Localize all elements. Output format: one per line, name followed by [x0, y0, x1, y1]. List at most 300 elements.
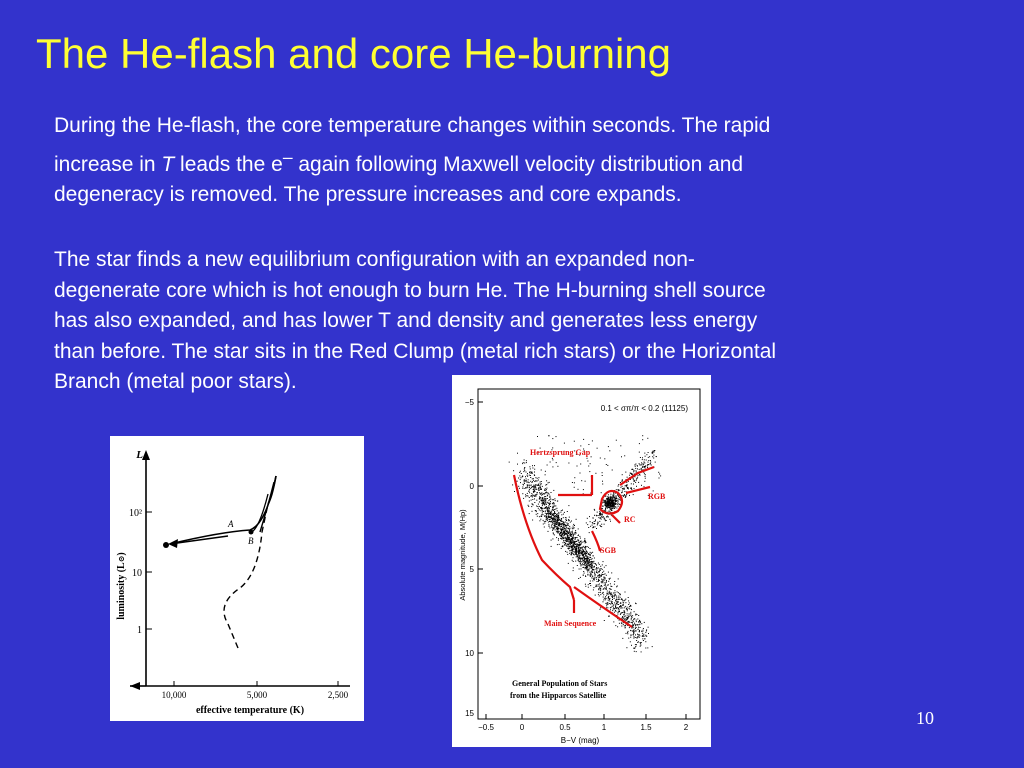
- star-point: [607, 607, 608, 608]
- star-point: [602, 572, 603, 573]
- star-point: [644, 622, 645, 623]
- star-point: [537, 492, 538, 493]
- star-point: [530, 468, 531, 469]
- star-point: [532, 511, 533, 512]
- star-point: [605, 500, 606, 501]
- rgb-marker: [620, 467, 654, 493]
- star-point: [546, 508, 547, 509]
- star-point: [618, 596, 619, 597]
- star-point: [598, 594, 599, 595]
- star-point: [518, 486, 519, 487]
- star-point: [595, 563, 596, 564]
- star-point: [565, 537, 566, 538]
- star-point: [607, 465, 608, 466]
- sgb-label: SGB: [600, 546, 617, 555]
- star-point: [612, 599, 613, 600]
- star-point: [589, 561, 590, 562]
- star-point: [612, 597, 613, 598]
- star-point: [568, 548, 569, 549]
- star-point: [517, 464, 518, 465]
- star-point: [584, 547, 585, 548]
- star-point: [621, 607, 622, 608]
- star-point: [586, 566, 587, 567]
- star-point: [532, 520, 533, 521]
- star-point: [637, 468, 638, 469]
- star-point: [567, 528, 568, 529]
- paragraph-line: leads the e: [174, 152, 283, 176]
- star-point: [527, 493, 528, 494]
- star-point: [538, 504, 539, 505]
- star-point: [650, 462, 651, 463]
- star-point: [645, 632, 646, 633]
- star-point: [644, 638, 645, 639]
- star-point: [626, 633, 627, 634]
- star-point: [610, 506, 611, 507]
- star-point: [616, 508, 617, 509]
- star-point: [612, 601, 613, 602]
- star-point: [553, 510, 554, 511]
- star-point: [529, 475, 530, 476]
- star-point: [573, 545, 574, 546]
- star-point: [627, 617, 628, 618]
- star-point: [640, 469, 641, 470]
- star-point: [604, 458, 605, 459]
- star-point: [603, 561, 604, 562]
- star-point: [576, 546, 577, 547]
- star-point: [530, 481, 531, 482]
- star-point: [545, 501, 546, 502]
- star-point: [579, 547, 580, 548]
- star-point: [512, 484, 513, 485]
- star-point: [534, 475, 535, 476]
- star-point: [527, 475, 528, 476]
- star-point: [608, 596, 609, 597]
- star-point: [578, 559, 579, 560]
- star-point: [582, 548, 583, 549]
- star-point: [548, 517, 549, 518]
- star-point: [547, 513, 548, 514]
- star-point: [587, 561, 588, 562]
- star-point: [598, 517, 599, 518]
- star-point: [615, 507, 616, 508]
- star-point: [564, 542, 565, 543]
- star-point: [575, 537, 576, 538]
- star-point: [565, 528, 566, 529]
- star-point: [592, 440, 593, 441]
- star-point: [526, 462, 527, 463]
- star-point: [639, 443, 640, 444]
- star-point: [552, 438, 553, 439]
- star-point: [593, 518, 594, 519]
- star-point: [621, 606, 622, 607]
- star-point: [613, 621, 614, 622]
- x-tick-label: −0.5: [478, 723, 494, 732]
- star-point: [556, 462, 557, 463]
- star-point: [588, 556, 589, 557]
- star-point: [588, 565, 589, 566]
- star-point: [640, 627, 641, 628]
- star-point: [558, 525, 559, 526]
- star-point: [549, 499, 550, 500]
- star-point: [567, 534, 568, 535]
- star-point: [614, 508, 615, 509]
- star-point: [544, 493, 545, 494]
- star-point: [520, 479, 521, 480]
- star-point: [609, 593, 610, 594]
- star-point: [567, 524, 568, 525]
- star-point: [550, 516, 551, 517]
- star-point: [635, 468, 636, 469]
- star-point: [595, 595, 596, 596]
- star-point: [547, 509, 548, 510]
- star-point: [624, 616, 625, 617]
- star-point: [571, 521, 572, 522]
- star-point: [558, 527, 559, 528]
- star-point: [655, 462, 656, 463]
- star-point: [579, 551, 580, 552]
- star-point: [605, 503, 606, 504]
- star-point: [576, 541, 577, 542]
- star-point: [623, 496, 624, 497]
- star-point: [553, 499, 554, 500]
- star-point: [580, 552, 581, 553]
- star-point: [597, 522, 598, 523]
- star-point: [593, 587, 594, 588]
- star-point: [591, 563, 592, 564]
- star-point: [658, 472, 659, 473]
- star-point: [542, 497, 543, 498]
- star-point: [565, 534, 566, 535]
- star-point: [632, 615, 633, 616]
- star-point: [600, 458, 601, 459]
- star-point: [611, 507, 612, 508]
- star-point: [590, 552, 591, 553]
- star-point: [610, 498, 611, 499]
- star-point: [582, 555, 583, 556]
- star-point: [560, 526, 561, 527]
- star-point: [633, 648, 634, 649]
- star-point: [552, 466, 553, 467]
- star-point: [562, 527, 563, 528]
- star-point: [639, 630, 640, 631]
- star-point: [600, 515, 601, 516]
- star-point: [585, 568, 586, 569]
- star-point: [571, 553, 572, 554]
- star-point: [622, 495, 623, 496]
- star-point: [549, 507, 550, 508]
- star-point: [601, 492, 602, 493]
- star-point: [611, 593, 612, 594]
- star-point: [569, 517, 570, 518]
- star-point: [530, 475, 531, 476]
- star-point: [540, 484, 541, 485]
- star-point: [533, 487, 534, 488]
- star-point: [560, 533, 561, 534]
- star-point: [631, 618, 632, 619]
- star-point: [610, 593, 611, 594]
- star-point: [582, 549, 583, 550]
- star-point: [653, 451, 654, 452]
- star-point: [606, 587, 607, 588]
- star-point: [616, 489, 617, 490]
- star-point: [574, 441, 575, 442]
- star-point: [618, 489, 619, 490]
- star-point: [643, 628, 644, 629]
- star-point: [522, 463, 523, 464]
- star-point: [635, 644, 636, 645]
- star-point: [588, 527, 589, 528]
- star-point: [600, 609, 601, 610]
- star-point: [628, 600, 629, 601]
- star-point: [646, 629, 647, 630]
- star-point: [609, 499, 610, 500]
- star-point: [650, 460, 651, 461]
- star-point: [547, 495, 548, 496]
- star-point: [565, 529, 566, 530]
- paragraph-line: During the He-flash, the core temperature changes within seconds. The rapid: [54, 114, 771, 137]
- star-point: [607, 591, 608, 592]
- star-point: [563, 529, 564, 530]
- star-point: [560, 532, 561, 533]
- star-point: [611, 510, 612, 511]
- star-point: [618, 578, 619, 579]
- star-point: [600, 586, 601, 587]
- star-point: [587, 461, 588, 462]
- star-point: [541, 481, 542, 482]
- star-point: [600, 594, 601, 595]
- star-point: [645, 635, 646, 636]
- star-point: [611, 586, 612, 587]
- star-point: [608, 598, 609, 599]
- star-point: [584, 551, 585, 552]
- star-point: [535, 496, 536, 497]
- star-point: [536, 481, 537, 482]
- star-point: [644, 467, 645, 468]
- star-point: [609, 588, 610, 589]
- star-point: [546, 492, 547, 493]
- star-point: [563, 527, 564, 528]
- star-point: [550, 498, 551, 499]
- star-point: [569, 531, 570, 532]
- rgb-label: RGB: [648, 492, 666, 501]
- star-point: [529, 482, 530, 483]
- star-point: [583, 571, 584, 572]
- star-point: [527, 473, 528, 474]
- star-point: [553, 527, 554, 528]
- star-point: [596, 528, 597, 529]
- star-point: [567, 554, 568, 555]
- star-point: [556, 514, 557, 515]
- star-point: [633, 470, 634, 471]
- star-point: [541, 503, 542, 504]
- star-point: [619, 609, 620, 610]
- star-point: [642, 464, 643, 465]
- star-point: [625, 472, 626, 473]
- star-point: [563, 525, 564, 526]
- star-point: [591, 574, 592, 575]
- star-point: [552, 458, 553, 459]
- star-point: [586, 550, 587, 551]
- star-point: [534, 472, 535, 473]
- star-point: [644, 486, 645, 487]
- star-point: [639, 469, 640, 470]
- star-point: [601, 579, 602, 580]
- paragraph-line: than before. The star sits in the Red Clump (metal rich stars) or the Horizontal: [54, 339, 777, 363]
- star-point: [557, 528, 558, 529]
- star-point: [613, 609, 614, 610]
- star-point: [606, 605, 607, 606]
- star-point: [540, 497, 541, 498]
- star-point: [553, 490, 554, 491]
- star-point: [525, 476, 526, 477]
- star-point: [589, 568, 590, 569]
- rc-label: RC: [624, 515, 636, 524]
- star-point: [604, 501, 605, 502]
- star-point: [524, 479, 525, 480]
- star-point: [613, 604, 614, 605]
- star-point: [585, 558, 586, 559]
- star-point: [645, 474, 646, 475]
- star-point: [557, 519, 558, 520]
- star-point: [600, 607, 601, 608]
- star-point: [610, 589, 611, 590]
- star-point: [553, 506, 554, 507]
- y-ticks: [478, 402, 483, 653]
- star-point: [544, 496, 545, 497]
- star-point: [571, 536, 572, 537]
- star-point: [608, 446, 609, 447]
- star-point: [601, 524, 602, 525]
- star-point: [578, 555, 579, 556]
- star-point: [611, 508, 612, 509]
- star-point: [526, 480, 527, 481]
- star-point: [575, 550, 576, 551]
- star-point: [613, 593, 614, 594]
- star-point: [635, 646, 636, 647]
- star-point: [628, 597, 629, 598]
- star-point: [569, 543, 570, 544]
- star-point: [583, 551, 584, 552]
- star-point: [600, 518, 601, 519]
- star-point: [572, 537, 573, 538]
- star-point: [623, 602, 624, 603]
- star-point: [546, 480, 547, 481]
- star-point: [540, 510, 541, 511]
- star-point: [588, 444, 589, 445]
- star-point: [538, 483, 539, 484]
- star-point: [635, 625, 636, 626]
- star-point: [627, 632, 628, 633]
- star-point: [606, 580, 607, 581]
- star-point: [629, 621, 630, 622]
- star-point: [639, 474, 640, 475]
- star-point: [582, 542, 583, 543]
- star-point: [578, 550, 579, 551]
- star-point: [582, 552, 583, 553]
- star-point: [532, 473, 533, 474]
- star-point: [539, 486, 540, 487]
- star-point: [647, 647, 648, 648]
- star-point: [558, 532, 559, 533]
- star-point: [578, 558, 579, 559]
- star-point: [542, 504, 543, 505]
- star-point: [638, 475, 639, 476]
- star-point: [599, 574, 600, 575]
- star-point: [633, 638, 634, 639]
- star-point: [548, 524, 549, 525]
- star-point: [563, 542, 564, 543]
- star-point: [660, 475, 661, 476]
- track-label-b: B: [248, 536, 254, 546]
- star-point: [577, 466, 578, 467]
- star-point: [648, 627, 649, 628]
- star-point: [618, 490, 619, 491]
- star-point: [614, 505, 615, 506]
- star-point: [631, 487, 632, 488]
- star-point: [645, 648, 646, 649]
- star-point: [523, 462, 524, 463]
- star-point: [608, 494, 609, 495]
- star-point: [604, 518, 605, 519]
- star-point: [548, 531, 549, 532]
- star-point: [600, 590, 601, 591]
- star-point: [600, 592, 601, 593]
- star-point: [528, 496, 529, 497]
- y-tick-label: 10: [132, 568, 142, 579]
- star-point: [556, 517, 557, 518]
- star-point: [550, 519, 551, 520]
- star-point: [548, 507, 549, 508]
- star-point: [563, 514, 564, 515]
- star-point: [640, 643, 641, 644]
- star-point: [544, 500, 545, 501]
- star-point: [641, 642, 642, 643]
- star-point: [594, 579, 595, 580]
- star-point: [615, 605, 616, 606]
- paragraph-line: degeneracy is removed. The pressure increases and core expands.: [54, 183, 682, 206]
- star-point: [527, 482, 528, 483]
- paragraph-line: degenerate core which is hot enough to burn He. The H-burning shell source: [54, 278, 766, 302]
- star-point: [529, 492, 530, 493]
- star-point: [589, 557, 590, 558]
- star-point: [585, 586, 586, 587]
- star-point: [529, 485, 530, 486]
- star-point: [601, 586, 602, 587]
- star-point: [598, 581, 599, 582]
- star-point: [603, 579, 604, 580]
- y-tick-label: 1: [137, 625, 142, 636]
- star-point: [602, 514, 603, 515]
- star-point: [573, 554, 574, 555]
- star-point: [580, 541, 581, 542]
- star-point: [613, 495, 614, 496]
- star-point: [549, 519, 550, 520]
- star-point: [606, 517, 607, 518]
- star-point: [584, 540, 585, 541]
- star-point: [598, 589, 599, 590]
- star-point: [548, 482, 549, 483]
- star-point: [597, 576, 598, 577]
- star-point: [595, 569, 596, 570]
- star-point: [567, 541, 568, 542]
- star-point: [547, 511, 548, 512]
- star-point: [645, 641, 646, 642]
- star-point: [631, 645, 632, 646]
- star-point: [634, 636, 635, 637]
- star-point: [606, 595, 607, 596]
- star-point: [607, 508, 608, 509]
- star-point: [549, 513, 550, 514]
